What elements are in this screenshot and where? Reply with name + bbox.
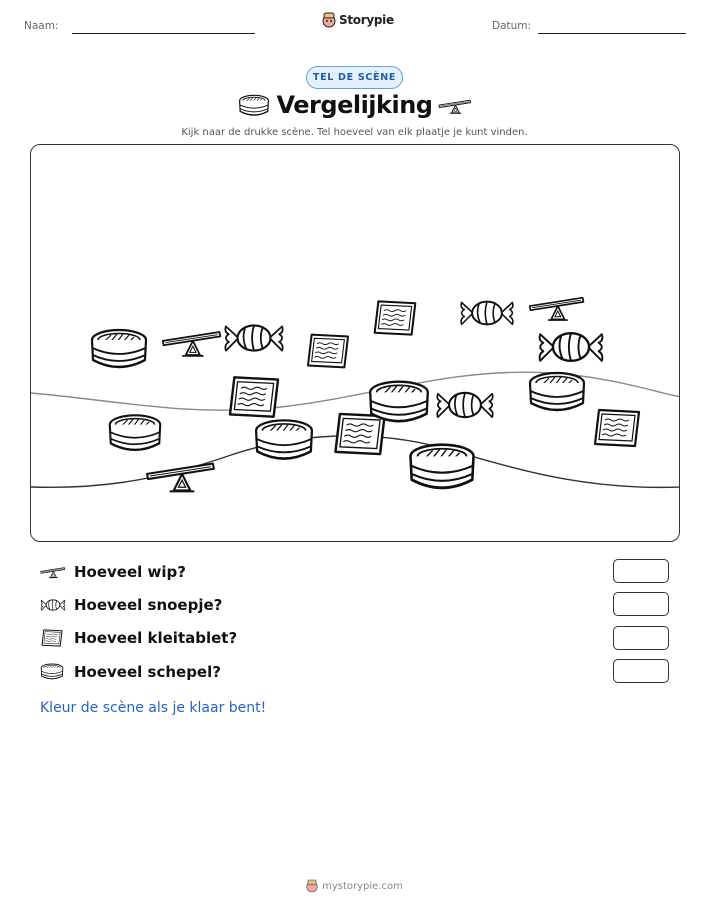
clay-tablet [375, 301, 416, 334]
clay-tablet [595, 410, 639, 446]
question-label: Hoeveel kleitablet? [74, 629, 238, 647]
date-line[interactable] [538, 33, 686, 34]
seesaw-icon [438, 98, 472, 115]
date-label: Datum: [492, 20, 532, 32]
question-row-kleitablet [40, 626, 237, 650]
question-label: Hoeveel schepel? [74, 663, 221, 681]
name-line[interactable] [72, 33, 255, 34]
counting-scene [30, 144, 680, 542]
bushel-basket [530, 373, 584, 410]
bushel-basket [92, 330, 146, 367]
candy [461, 302, 513, 325]
clay-tablet [230, 377, 278, 416]
instructions: Kijk naar de drukke scène. Tel hoeveel van elk plaatje je kunt vinden. [181, 127, 528, 138]
name-label: Naam: [24, 20, 59, 32]
brand-name: Storypie [339, 13, 394, 27]
answer-box-snoepje[interactable] [613, 592, 669, 616]
storypie-mascot-icon [306, 879, 318, 893]
question-label: Hoeveel snoepje? [74, 596, 223, 614]
answer-box-kleitablet[interactable] [613, 626, 669, 650]
seesaw [163, 332, 221, 356]
clay-tablet-icon [40, 628, 66, 648]
candy-icon [40, 595, 66, 615]
coloring-note: Kleur de scène als je klaar bent! [40, 700, 267, 716]
page-title: Vergelijking [276, 91, 433, 119]
footer-url[interactable]: mystorypie.com [322, 880, 403, 892]
brand-logo [322, 12, 394, 28]
question-row-snoepje [40, 593, 222, 617]
seesaw-icon [40, 562, 66, 582]
storypie-mascot-icon [322, 12, 336, 28]
clay-tablet [308, 335, 348, 368]
activity-badge: TEL DE SCÈNE [306, 66, 403, 89]
seesaw [530, 298, 584, 320]
question-row-schepel [40, 660, 221, 684]
bushel-basket [411, 445, 474, 488]
candy [437, 393, 492, 417]
question-row-wip [40, 560, 186, 584]
answer-box-schepel[interactable] [613, 659, 669, 683]
answer-box-wip[interactable] [613, 559, 669, 583]
footer [0, 879, 709, 893]
clay-tablet [335, 414, 384, 454]
candy [225, 325, 282, 350]
question-label: Hoeveel wip? [74, 563, 186, 581]
bushel-basket [370, 382, 428, 421]
bushel-basket [110, 415, 160, 450]
bushel-basket [256, 420, 312, 458]
bushel-basket-icon [40, 662, 66, 682]
seesaw [147, 464, 214, 492]
candy [540, 333, 603, 361]
